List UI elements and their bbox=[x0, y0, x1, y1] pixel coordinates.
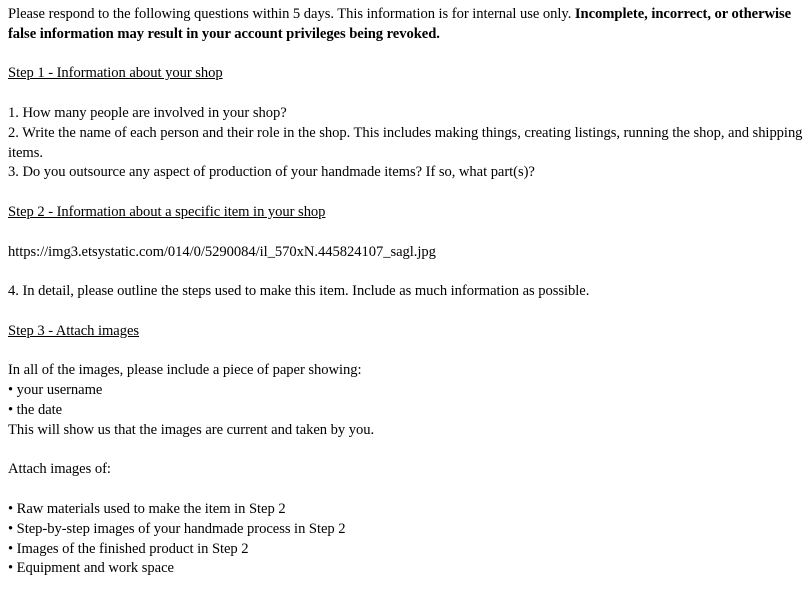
question-3: 3. Do you outsource any aspect of production of your handmade items? If so, what part(s)? bbox=[8, 164, 535, 181]
question-2: 2. Write the name of each person and their role in the shop. This includes making things, creating listings, running the shop, and shipping items. bbox=[8, 124, 803, 161]
include-intro: In all of the images, please include a piece of paper showing: bbox=[8, 362, 362, 379]
item-url: https://img3.etsystatic.com/014/0/5290084/il_570xN.445824107_sagl.jpg bbox=[8, 243, 436, 260]
spacer bbox=[8, 480, 808, 500]
question-1: 1. How many people are involved in your shop? bbox=[8, 104, 287, 121]
attach-item-raw-materials: • Raw materials used to make the item in Step 2 bbox=[8, 500, 808, 520]
attach-item-process: • Step-by-step images of your handmade process in Step 2 bbox=[8, 520, 808, 540]
spacer bbox=[8, 302, 808, 322]
include-note: This will show us that the images are current and taken by you. bbox=[8, 421, 375, 438]
include-item-username: • your username bbox=[8, 381, 808, 401]
spacer bbox=[8, 84, 808, 104]
attach-intro: Attach images of: bbox=[8, 461, 111, 478]
question-4: 4. In detail, please outline the steps used to make this item. Include as much information as possible. bbox=[8, 283, 590, 300]
intro-paragraph bbox=[8, 5, 808, 45]
include-item-date: • the date bbox=[8, 401, 808, 421]
step2-heading: Step 2 - Information about a specific item in your shop bbox=[8, 203, 326, 220]
spacer bbox=[8, 223, 808, 243]
attach-item-finished-product: • Images of the finished product in Step 2 bbox=[8, 540, 808, 560]
attach-item-equipment: • Equipment and work space bbox=[8, 559, 808, 579]
email-body bbox=[8, 5, 808, 579]
spacer bbox=[8, 45, 808, 65]
intro-text: Please respond to the following questions within 5 days. This information is for internal use only. bbox=[8, 6, 575, 22]
spacer bbox=[8, 441, 808, 461]
spacer bbox=[8, 183, 808, 203]
step3-heading: Step 3 - Attach images bbox=[8, 322, 140, 339]
step1-heading: Step 1 - Information about your shop bbox=[8, 65, 223, 82]
warning-text: Incomplete, incorrect, or otherwise false information may result in your account privileges being revoked. bbox=[8, 6, 792, 42]
spacer bbox=[8, 342, 808, 362]
spacer bbox=[8, 262, 808, 282]
